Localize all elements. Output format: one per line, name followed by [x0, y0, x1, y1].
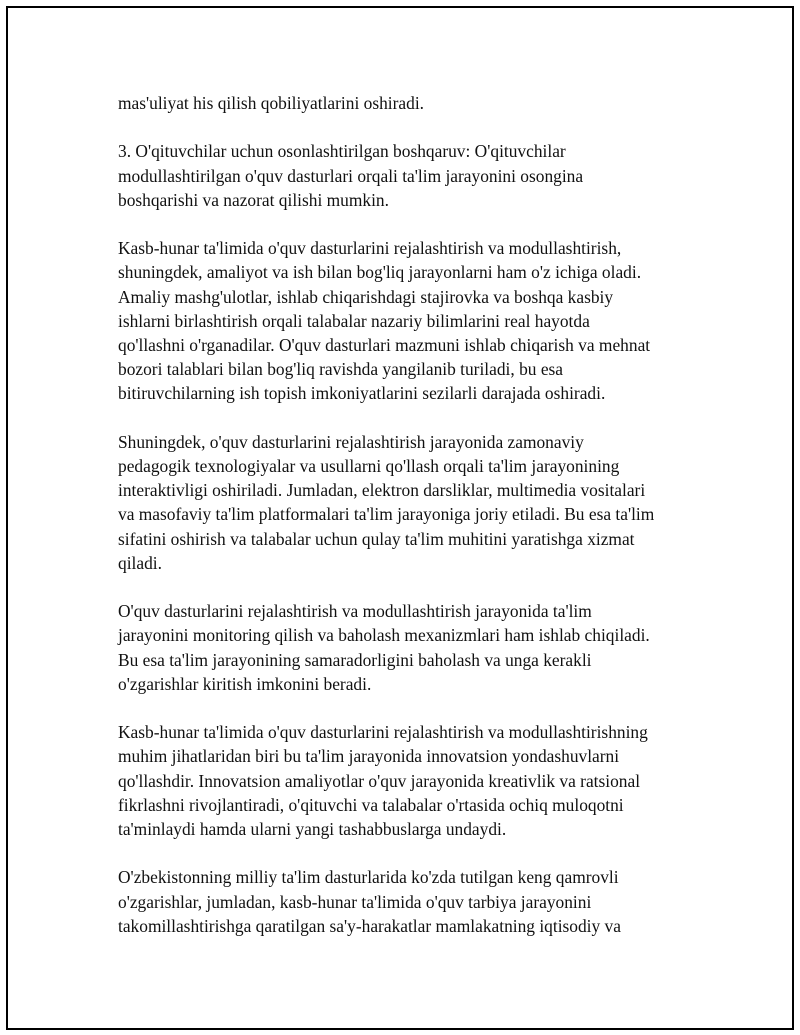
paragraph-monitoring: O'quv dasturlarini rejalashtirish va modullashtirish jarayonida ta'lim jarayonini monitoring qilish va baholash mexanizmlari ham ishlab chiqiladi. Bu esa ta'lim jarayonining samaradorligini baholash va unga kerakli o'zgarishlar kiritish imkonini beradi.	[118, 601, 650, 694]
paragraph-pedagogical-technologies: Shuningdek, o'quv dasturlarini rejalashtirish jarayonida zamonaviy pedagogik texnologiyalar va usullarni qo'llash orqali ta'lim jarayonining interaktivligi oshiriladi. Jumladan, elektron darsliklar, multimedia vositalari va masofaviy ta'lim platformalari ta'lim jarayoniga joriy etiladi. Bu esa ta'lim sifatini oshirish va talabalar uchun qulay ta'lim muhitini yaratishga xizmat qiladi.	[118, 431, 655, 573]
paragraph-continuation: mas'uliyat his qilish qobiliyatlarini oshiradi.	[118, 93, 424, 113]
paragraph-innovation: Kasb-hunar ta'limida o'quv dasturlarini rejalashtirish va modullashtirishning muhim jihatlaridan biri bu ta'lim jarayonida innovatsion yondashuvlarni qo'llashdir. Innovatsion amaliyotlar o'quv jarayonida kreativlik va ratsional fikrlashni rivojlantiradi, o'qituvchi va talabalar o'rtasida ochiq muloqotni ta'minlaydi hamda ularni yangi tashabbuslarga undaydi.	[118, 722, 648, 840]
paragraph-practice-integration: Kasb-hunar ta'limida o'quv dasturlarini rejalashtirish va modullashtirish, shuningdek, amaliyot va ish bilan bog'liq jarayonlarni ham o'z ichiga oladi. Amaliy mashg'ulotlar, ishlab chiqarishdagi stajirovka va boshqa kasbiy ishlarni birlashtirish orqali talabalar nazariy bilimlarini real hayotda qo'llashni o'rganadilar. O'quv dasturlari mazmuni ishlab chiqarish va mehnat bozori talablari bilan bog'liq ravishda yangilanib turiladi, bu esa bitiruvchilarning ish topish imkoniyatlarini sezilarli darajada oshiradi.	[118, 238, 651, 404]
document-body	[118, 91, 708, 962]
paragraph-teacher-management: 3. O'qituvchilar uchun osonlashtirilgan boshqaruv: O'qituvchilar modullashtirilgan o'quv dasturlari orqali ta'lim jarayonini osongina boshqarishi va nazorat qilishi mumkin.	[118, 141, 584, 210]
paragraph-national-programs: O'zbekistonning milliy ta'lim dasturlarida ko'zda tutilgan keng qamrovli o'zgarishlar, jumladan, kasb-hunar ta'limida o'quv tarbiya jarayonini takomillashtirishga qaratilgan sa'y-harakatlar mamlakatning iqtisodiy va	[118, 867, 621, 936]
